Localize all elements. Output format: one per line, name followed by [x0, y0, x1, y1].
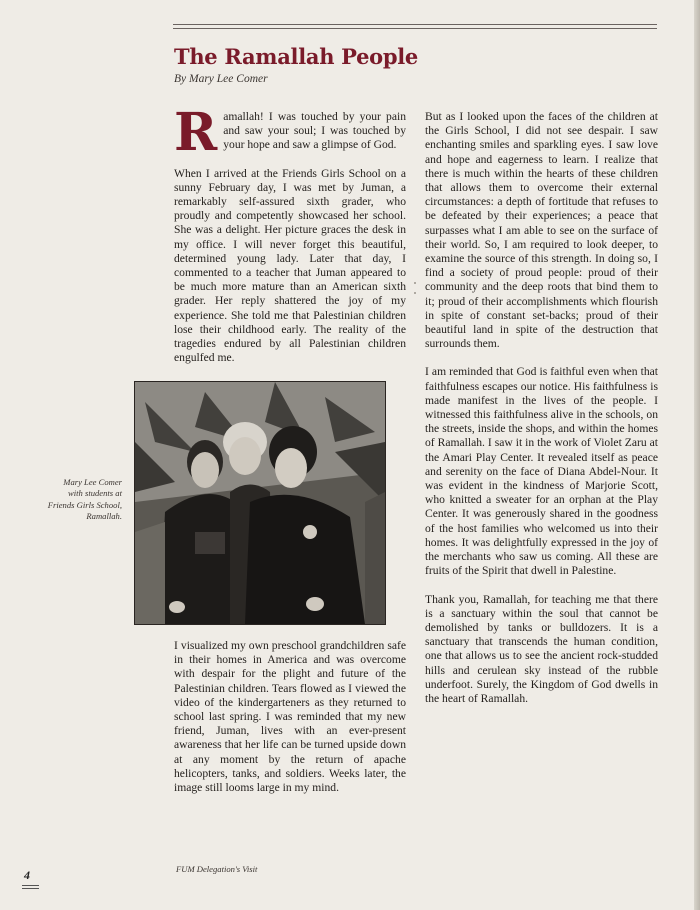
article-title: The Ramallah People — [174, 44, 418, 69]
column-left-upper — [174, 102, 406, 365]
opening-text: amallah! I was touched by your pain and saw your soul; I was touched by your hope and saw a glimpse of God. — [223, 110, 406, 152]
caption-line: with students at — [68, 488, 122, 499]
caption-line: Ramallah. — [86, 511, 122, 522]
caption-line: Friends Girls School, — [47, 499, 122, 510]
paragraph-thank-you: Thank you, Ramallah, for teaching me that there is a sanctuary within the soul that cannot be demolished by tanks or bulldozers. It is a sanctuary that transcends the human condition, one that allows us to see the ancient rock-studded hills and cerulean sky instead of the rubble underfoot. Surely, the Kingdom of God dwells in the heart of Ramallah. — [425, 592, 658, 705]
article-photo — [134, 381, 386, 625]
footer-publication: FUM Delegation's Visit — [176, 864, 258, 874]
drop-cap: R — [174, 102, 218, 163]
opening-paragraph — [174, 102, 406, 163]
photo-illustration — [135, 382, 385, 624]
article-byline: By Mary Lee Comer — [174, 73, 268, 85]
column-right — [425, 110, 658, 706]
paragraph-arrival: When I arrived at the Friends Girls School on a sunny February day, I was met by Juman, a remarkably self-assured sixth grader, who proudly and competently showcased her school. She was a delight. Her picture graces the desk in my office. I will never forget this beautiful, determined young lady. Later that day, I commented to a teacher that Juman appeared to be much more mature than an American sixth grader. Her reply shattered the joy of my experience. She told me that Palestinian children lose their childhood early. The reality of the tragedies endured by all Palestinian children engulfed me. — [174, 166, 406, 365]
scan-speck — [414, 292, 416, 294]
paragraph-faces: But as I looked upon the faces of the children at the Girls School, I did not see despair. I saw enchanting smiles and sparkling eyes. I saw love and hope and eagerness to learn. I realize that there is much within the hearts of these children that allows them to overcome their external circumstances: a depth of fortitude that refuses to be defeated by their experiences; a peace that surpasses what I am able to see on the surface of their world. So, I am required to look deeper, to examine the source of this strength. In doing so, I find a society of proud people: proud of their community and the deep roots that bind them to it; proud of their accomplishments which flourish in spite of constant set-backs; proud of their beautiful land in spite of the destruction that surrounds them. — [425, 110, 658, 351]
page-number-rule — [22, 888, 39, 889]
caption-line: Mary Lee Comer — [63, 477, 122, 487]
photo-caption — [30, 477, 122, 523]
header-rule-secondary — [173, 28, 657, 29]
paragraph-grandchildren: I visualized my own preschool grandchildren safe in their homes in America and was overcome with despair for the plight and future of the Palestinian children. Tears flowed as I viewed the video of the kindergarteners as they returned to school last spring. I was reminded that my new friend, Juman, lives with an ever-present awareness that her life can be turned upside down at any moment by the return of apache helicopters, tanks, and soldiers. Weeks later, the image still looms large in my mind. — [174, 639, 406, 795]
page-number-rule — [22, 885, 39, 886]
header-rule — [173, 24, 657, 25]
scan-edge — [694, 0, 700, 910]
page-number: 4 — [24, 868, 30, 882]
scan-speck — [414, 282, 416, 284]
column-left-lower — [174, 639, 406, 795]
paragraph-faithful: I am reminded that God is faithful even when that faithfulness escapes our notice. His faithfulness is made manifest in the lives of the people. I witnessed this faithfulness alive in the schools, on the streets, inside the shops, and within the homes of Ramallah. I saw it in the work of Violet Zaru at the Amari Play Center. It revealed itself as peace and serenity on the face of Diana Abdel-Nour. It was evident in the kindness of Marjorie Scott, who knitted a sweater for an orphan at the Play Center. It was generously shared in the goodness of the host families who welcomed us into their homes. It was delightfully expressed in the joy of the merchants who saw us coming. All these are fruits of the Spirit that dwell in Palestine. — [425, 365, 658, 578]
